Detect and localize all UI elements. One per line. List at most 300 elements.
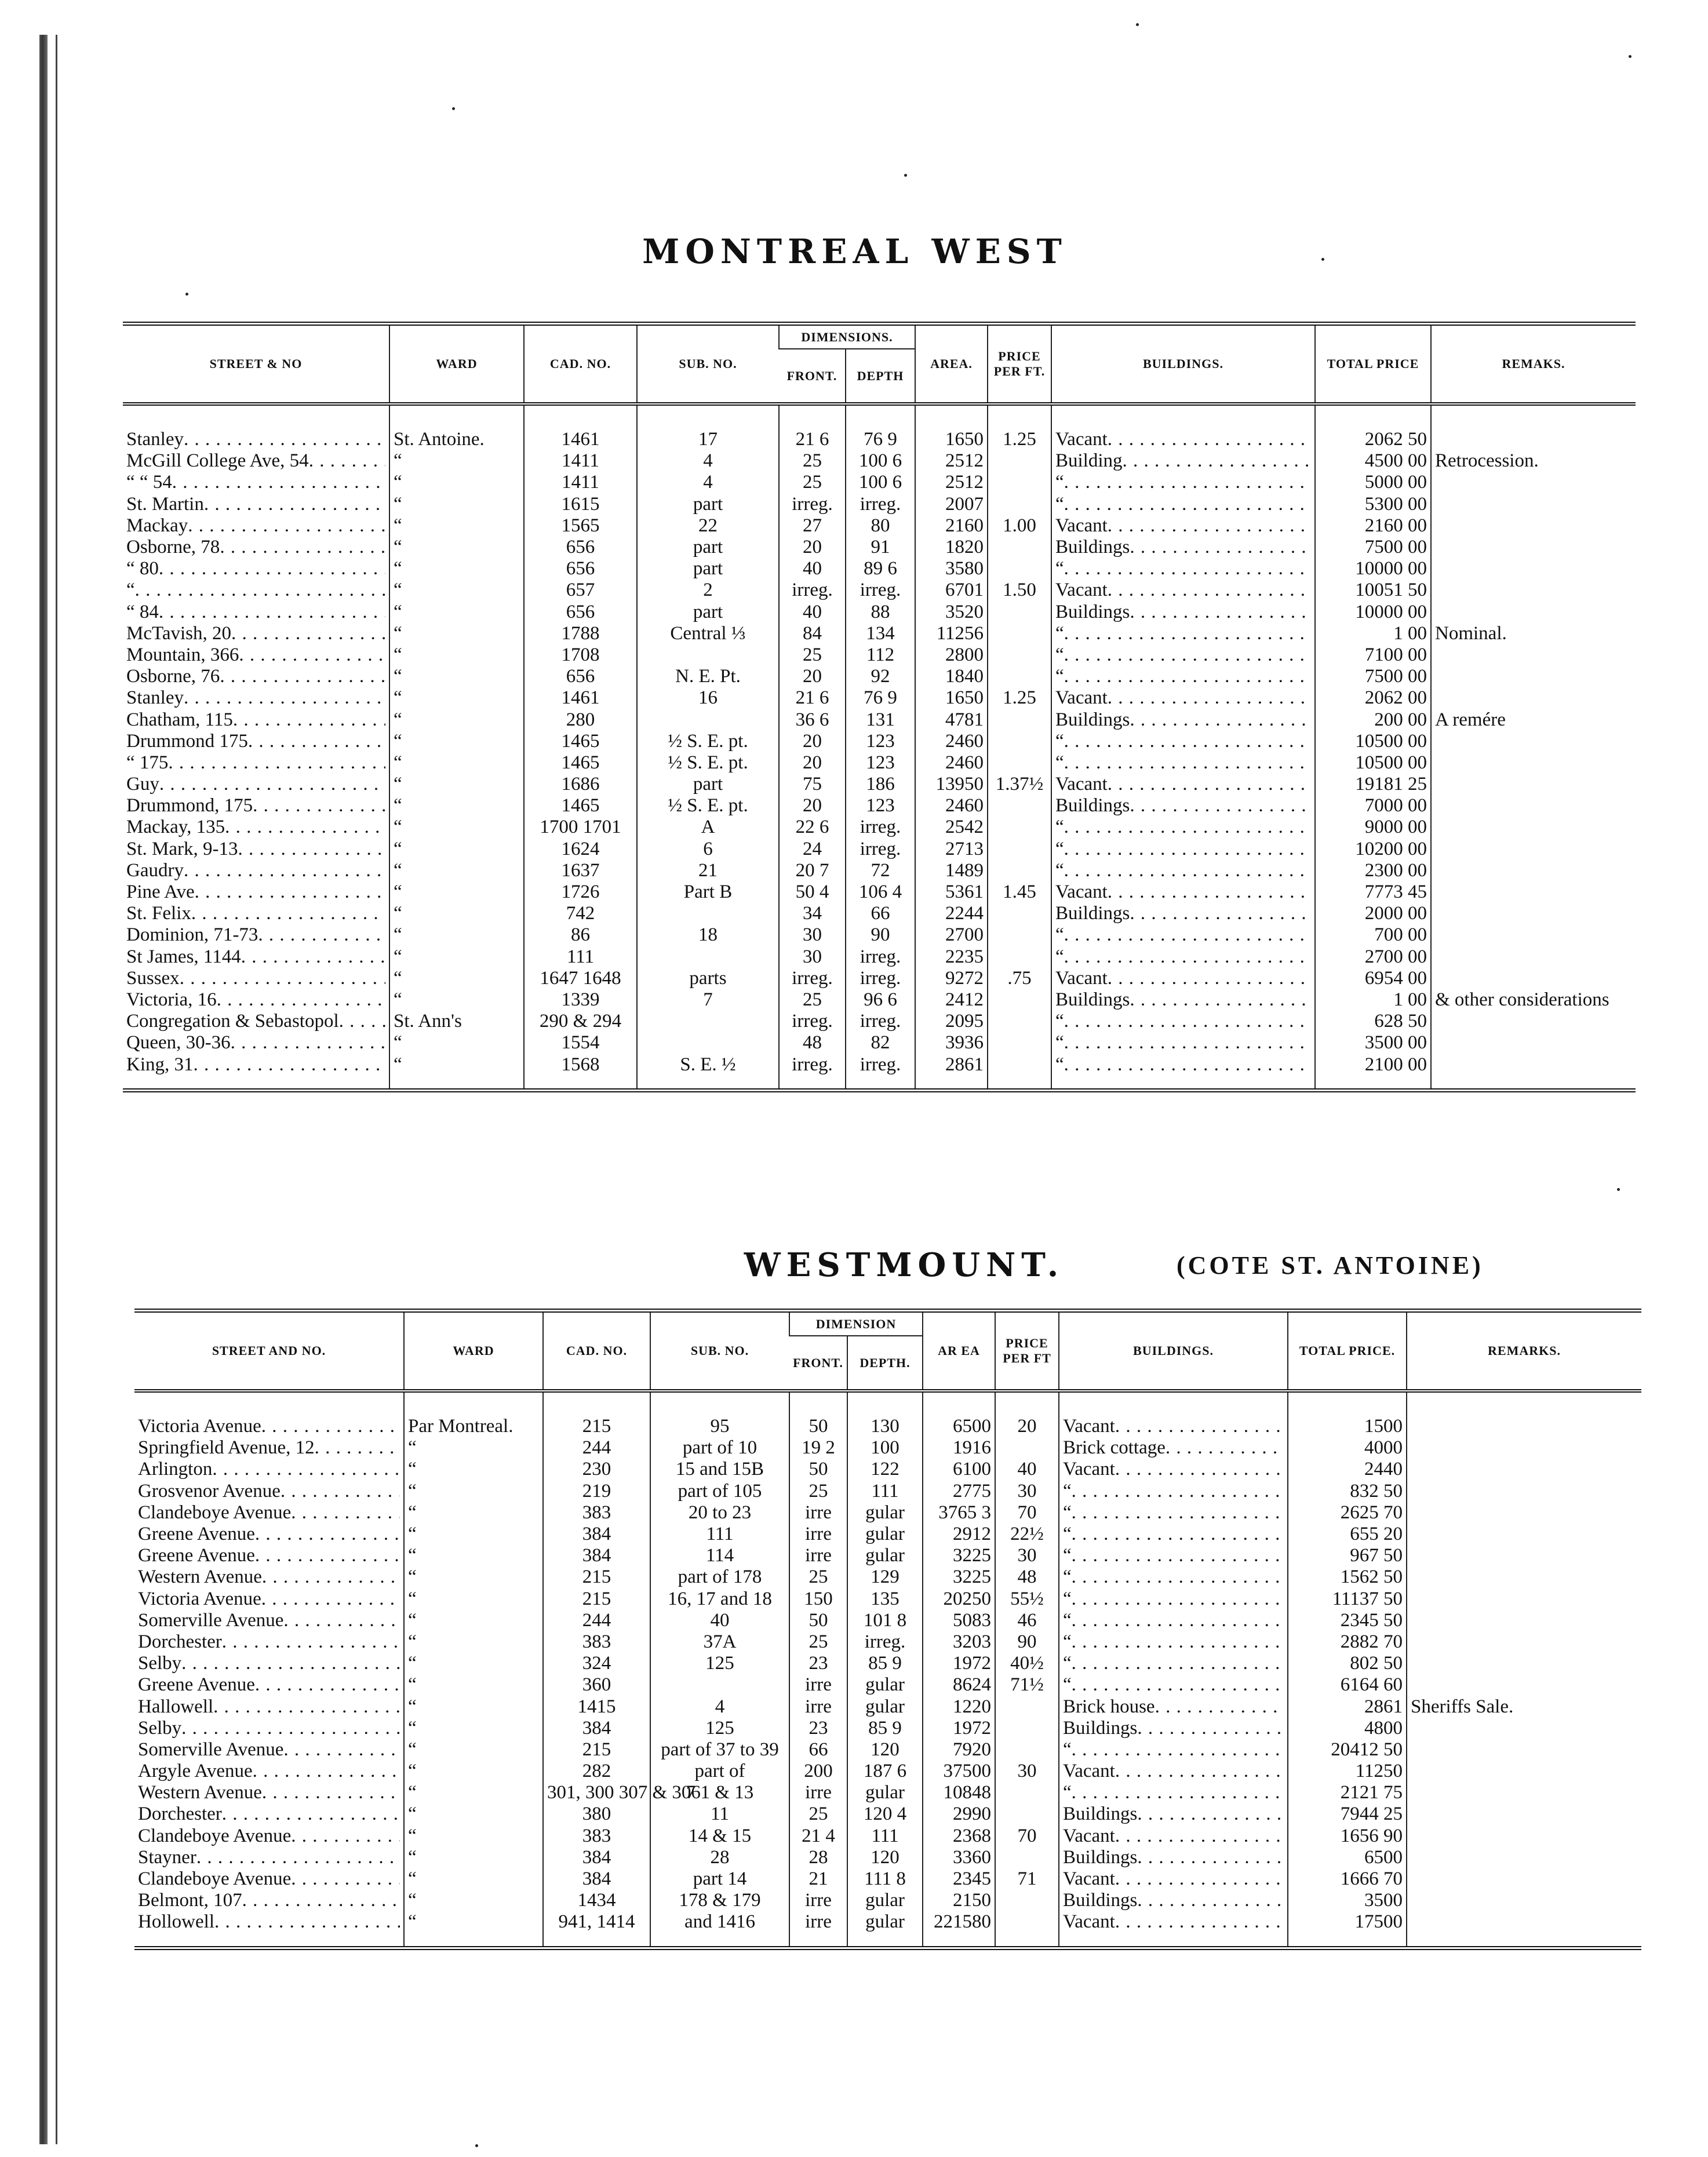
front-cell: 20 [779,537,846,558]
street-cell: Drummond, 175 . . . [123,795,389,817]
street-cell: Selby . . . [134,1718,404,1739]
depth-cell: 130 [847,1391,923,1437]
ward-cell: “ [389,903,524,924]
sub-no-cell: 111 [650,1524,789,1545]
cad-no-cell: 1434 [543,1890,650,1911]
street-cell: Dorchester . . . [134,1803,404,1825]
front-cell: 48 [779,1032,846,1054]
table-row [134,1696,1641,1717]
buildings-cell: Vacant . . . [1051,881,1315,903]
ward-cell: “ [404,1803,543,1825]
price-per-ft-cell [988,623,1051,644]
sub-no-cell: 17 [637,404,779,450]
price-per-ft-cell [988,537,1051,558]
total-price-cell: 4000 [1288,1437,1407,1459]
header-total-price: TOTAL PRICE. [1288,1311,1407,1391]
cad-no-cell: 383 [543,1631,650,1653]
cad-no-cell: 656 [524,602,637,623]
street-cell: Pine Ave . . . [123,881,389,903]
sub-no-cell: and 1416 [650,1911,789,1948]
cad-no-cell: 1624 [524,839,637,860]
table-row [134,1631,1641,1653]
depth-cell: 111 [847,1826,923,1847]
cad-no-cell: 215 [543,1391,650,1437]
total-price-cell: 1562 50 [1288,1566,1407,1588]
table-row [123,989,1636,1011]
depth-cell: gular [847,1782,923,1803]
street-cell: Somerville Avenue . . . [134,1739,404,1761]
area-cell: 221580 [923,1911,995,1948]
depth-cell: 135 [847,1588,923,1610]
header-front: FRONT. [789,1336,847,1391]
remarks-cell: Retrocession. [1431,450,1636,472]
total-price-cell: 2440 [1288,1459,1407,1480]
ward-cell: “ [404,1631,543,1653]
depth-cell: 120 [847,1847,923,1868]
cad-no-cell: 290 & 294 [524,1011,637,1032]
depth-cell: irreg. [846,494,915,515]
front-cell: irreg. [779,968,846,989]
total-price-cell: 2882 70 [1288,1631,1407,1653]
buildings-cell: Vacant . . . [1059,1826,1288,1847]
cad-no-cell: 1465 [524,731,637,752]
front-cell: 30 [779,924,846,946]
depth-cell: gular [847,1524,923,1545]
remarks-cell [1407,1631,1641,1653]
depth-cell: 85 9 [847,1718,923,1739]
total-price-cell: 7944 25 [1288,1803,1407,1825]
front-cell: irre [789,1782,847,1803]
depth-cell: 76 9 [846,687,915,709]
buildings-cell: Vacant . . . [1059,1911,1288,1948]
buildings-cell: Vacant . . . [1059,1868,1288,1890]
ward-cell: “ [404,1674,543,1696]
ward-cell: “ [404,1826,543,1847]
ward-cell: “ [404,1782,543,1803]
total-price-cell: 2345 50 [1288,1610,1407,1631]
montreal-west-title: MONTREAL WEST [642,232,1068,271]
ward-cell: “ [404,1610,543,1631]
cad-no-cell: 111 [524,946,637,968]
street-cell: Clandeboye Avenue . . . [134,1502,404,1524]
buildings-cell: Brick cottage . . . [1059,1437,1288,1459]
table-row [123,709,1636,730]
area-cell: 2412 [915,989,988,1011]
total-price-cell: 2000 00 [1315,903,1431,924]
table-row [123,472,1636,493]
front-cell: irre [789,1524,847,1545]
area-cell: 4781 [915,709,988,730]
area-cell: 10848 [923,1782,995,1803]
table-row [134,1459,1641,1480]
table-row [134,1739,1641,1761]
area-cell: 3520 [915,602,988,623]
depth-cell: 88 [846,602,915,623]
front-cell: 23 [789,1653,847,1674]
total-price-cell: 19181 25 [1315,774,1431,795]
cad-no-cell: 384 [543,1718,650,1739]
ink-speck [904,174,907,177]
remarks-cell [1431,1011,1636,1032]
header-remarks: REMARKS. [1407,1311,1641,1391]
table-row [123,860,1636,881]
header-depth: DEPTH [846,349,915,404]
westmount-table [134,1309,1641,1950]
total-price-cell: 6954 00 [1315,968,1431,989]
area-cell: 1972 [923,1718,995,1739]
remarks-cell [1407,1890,1641,1911]
price-per-ft-cell: 1.25 [988,687,1051,709]
price-per-ft-cell [988,946,1051,968]
street-cell: Victoria Avenue . . . [134,1391,404,1437]
area-cell: 1650 [915,404,988,450]
area-cell: 2512 [915,472,988,493]
street-cell: Clandeboye Avenue . . . [134,1868,404,1890]
area-cell: 2512 [915,450,988,472]
street-cell: Greene Avenue . . . [134,1524,404,1545]
sub-no-cell: A [637,817,779,838]
sub-no-cell: Central ⅓ [637,623,779,644]
depth-cell: 100 6 [846,450,915,472]
street-cell: Hallowell . . . [134,1696,404,1717]
price-per-ft-cell: 1.45 [988,881,1051,903]
depth-cell: 123 [846,795,915,817]
total-price-cell: 2062 50 [1315,404,1431,450]
depth-cell: 91 [846,537,915,558]
total-price-cell: 10200 00 [1315,839,1431,860]
ward-cell: “ [404,1545,543,1566]
street-cell: Drummond 175 . . . [123,731,389,752]
remarks-cell [1431,602,1636,623]
sub-no-cell: ½ S. E. pt. [637,795,779,817]
cad-no-cell: 1565 [524,515,637,537]
price-per-ft-cell: 40 [995,1459,1059,1480]
cad-no-cell: 742 [524,903,637,924]
area-cell: 2150 [923,1890,995,1911]
front-cell: 22 6 [779,817,846,838]
ward-cell: “ [389,515,524,537]
table-row [134,1481,1641,1502]
street-cell: Clandeboye Avenue . . . [134,1826,404,1847]
remarks-cell [1431,860,1636,881]
remarks-cell [1407,1739,1641,1761]
buildings-cell: “ . . . [1059,1524,1288,1545]
buildings-cell: “ . . . [1051,839,1315,860]
table-row [123,1032,1636,1054]
header-price-per-ft: PRICE PER FT. [988,324,1051,405]
sub-no-cell: ½ S. E. pt. [637,752,779,774]
street-cell: Hollowell . . . [134,1911,404,1948]
area-cell: 1972 [923,1653,995,1674]
table-row [123,404,1636,450]
street-cell: St. Mark, 9-13 . . . [123,839,389,860]
remarks-cell [1431,752,1636,774]
street-cell: Stanley . . . [123,404,389,450]
depth-cell: 101 8 [847,1610,923,1631]
sub-no-cell: 125 [650,1718,789,1739]
price-per-ft-cell [988,494,1051,515]
front-cell: 40 [779,558,846,580]
cad-no-cell: 1465 [524,795,637,817]
header-area: AREA. [915,324,988,405]
sub-no-cell: 11 [650,1803,789,1825]
street-cell: Chatham, 115 . . . [123,709,389,730]
depth-cell: gular [847,1674,923,1696]
total-price-cell: 628 50 [1315,1011,1431,1032]
area-cell: 1650 [915,687,988,709]
cad-no-cell: 1568 [524,1054,637,1090]
ward-cell: “ [389,860,524,881]
total-price-cell: 10000 00 [1315,558,1431,580]
ward-cell: “ [404,1761,543,1782]
ward-cell: “ [404,1739,543,1761]
price-per-ft-cell [988,989,1051,1011]
remarks-cell [1431,903,1636,924]
depth-cell: irreg. [847,1631,923,1653]
front-cell: irreg. [779,494,846,515]
area-cell: 2775 [923,1481,995,1502]
sub-no-cell: 16, 17 and 18 [650,1588,789,1610]
price-per-ft-cell [988,1011,1051,1032]
price-per-ft-cell: 1.50 [988,580,1051,601]
front-cell: 28 [789,1847,847,1868]
sub-no-cell [637,903,779,924]
sub-no-cell: part of 37 to 39 [650,1739,789,1761]
table-row [123,752,1636,774]
sub-no-cell: part [637,602,779,623]
front-cell: 50 4 [779,881,846,903]
buildings-cell: “ . . . [1059,1739,1288,1761]
remarks-cell [1407,1718,1641,1739]
street-cell: Mackay, 135 . . . [123,817,389,838]
remarks-cell [1431,968,1636,989]
area-cell: 5361 [915,881,988,903]
sub-no-cell: 40 [650,1610,789,1631]
street-cell: Stayner . . . [134,1847,404,1868]
street-cell: “ 80 . . . [123,558,389,580]
ward-cell: “ [389,839,524,860]
sub-no-cell: part [637,558,779,580]
header-street: STREET & NO [123,324,389,405]
depth-cell: irreg. [846,1054,915,1090]
area-cell: 37500 [923,1761,995,1782]
front-cell: 25 [779,644,846,666]
total-price-cell: 2121 75 [1288,1782,1407,1803]
price-per-ft-cell [995,1696,1059,1717]
table-row [134,1653,1641,1674]
cad-no-cell: 1461 [524,404,637,450]
total-price-cell: 3500 [1288,1890,1407,1911]
cad-no-cell: 1726 [524,881,637,903]
sub-no-cell: 16 [637,687,779,709]
depth-cell: 66 [846,903,915,924]
buildings-cell: “ . . . [1051,558,1315,580]
depth-cell: 131 [846,709,915,730]
buildings-cell: “ . . . [1051,494,1315,515]
sub-no-cell: 125 [650,1653,789,1674]
total-price-cell: 200 00 [1315,709,1431,730]
remarks-cell [1431,494,1636,515]
ward-cell: “ [404,1911,543,1948]
sub-no-cell: 4 [637,450,779,472]
cad-no-cell: 280 [524,709,637,730]
front-cell: 40 [779,602,846,623]
depth-cell: 90 [846,924,915,946]
cad-no-cell: 1411 [524,450,637,472]
header-total-price: TOTAL PRICE [1315,324,1431,405]
front-cell: 21 4 [789,1826,847,1847]
remarks-cell [1407,1803,1641,1825]
ink-speck [1321,258,1324,261]
sub-no-cell: 7 [637,989,779,1011]
buildings-cell: Vacant . . . [1051,404,1315,450]
table-row [123,1054,1636,1090]
area-cell: 2861 [915,1054,988,1090]
front-cell: 34 [779,903,846,924]
ward-cell: “ [389,1054,524,1090]
front-cell: 25 [789,1803,847,1825]
table-row [134,1911,1641,1948]
buildings-cell: “ . . . [1059,1566,1288,1588]
cad-no-cell: 244 [543,1610,650,1631]
header-ward: WARD [404,1311,543,1391]
ward-cell: “ [389,731,524,752]
header-ward: WARD [389,324,524,405]
depth-cell: gular [847,1502,923,1524]
table-row [123,644,1636,666]
street-cell: Dorchester . . . [134,1631,404,1653]
remarks-cell: Nominal. [1431,623,1636,644]
front-cell: 50 [789,1459,847,1480]
buildings-cell: Buildings . . . [1051,709,1315,730]
front-cell: irre [789,1502,847,1524]
remarks-cell [1431,1054,1636,1090]
street-cell: Western Avenue . . . [134,1782,404,1803]
table-row [123,903,1636,924]
price-per-ft-cell: 71 [995,1868,1059,1890]
front-cell: 20 [779,795,846,817]
depth-cell: irreg. [846,839,915,860]
price-per-ft-cell: 22½ [995,1524,1059,1545]
buildings-cell: “ . . . [1051,1011,1315,1032]
street-cell: Osborne, 76 . . . [123,666,389,687]
depth-cell: 120 4 [847,1803,923,1825]
total-price-cell: 7500 00 [1315,666,1431,687]
front-cell: 50 [789,1391,847,1437]
cad-no-cell: 1411 [524,472,637,493]
remarks-cell [1407,1868,1641,1890]
ink-speck [475,2144,478,2147]
area-cell: 20250 [923,1588,995,1610]
sub-no-cell: 4 [650,1696,789,1717]
sub-no-cell: Part B [637,881,779,903]
street-cell: Victoria Avenue . . . [134,1588,404,1610]
front-cell: 27 [779,515,846,537]
price-per-ft-cell [995,1803,1059,1825]
cad-no-cell: 324 [543,1653,650,1674]
depth-cell: 96 6 [846,989,915,1011]
ward-cell: St. Antoine. [389,404,524,450]
depth-cell: 72 [846,860,915,881]
front-cell: 66 [789,1739,847,1761]
depth-cell: 100 6 [846,472,915,493]
table-row [134,1566,1641,1588]
table-row [123,666,1636,687]
depth-cell: 186 [846,774,915,795]
sub-no-cell: 14 & 15 [650,1826,789,1847]
area-cell: 2912 [923,1524,995,1545]
total-price-cell: 2062 00 [1315,687,1431,709]
ward-cell: “ [389,817,524,838]
table-row [134,1782,1641,1803]
area-cell: 2800 [915,644,988,666]
total-price-cell: 2300 00 [1315,860,1431,881]
depth-cell: 82 [846,1032,915,1054]
buildings-cell: “ . . . [1059,1588,1288,1610]
area-cell: 2095 [915,1011,988,1032]
sub-no-cell: 114 [650,1545,789,1566]
buildings-cell: Vacant . . . [1051,687,1315,709]
sub-no-cell: 95 [650,1391,789,1437]
price-per-ft-cell: 70 [995,1826,1059,1847]
buildings-cell: “ . . . [1051,946,1315,968]
total-price-cell: 4800 [1288,1718,1407,1739]
sub-no-cell: 7 1 & 13 [650,1782,789,1803]
cad-no-cell: 384 [543,1524,650,1545]
sub-no-cell: part of 105 [650,1481,789,1502]
buildings-cell: “ . . . [1051,666,1315,687]
cad-no-cell: 282 [543,1761,650,1782]
buildings-cell: Vacant . . . [1059,1459,1288,1480]
remarks-cell [1431,644,1636,666]
price-per-ft-cell [995,1437,1059,1459]
front-cell: 200 [789,1761,847,1782]
ward-cell: “ [389,968,524,989]
table-row [134,1890,1641,1911]
price-per-ft-cell [988,731,1051,752]
ward-cell: “ [389,989,524,1011]
cad-no-cell: 215 [543,1588,650,1610]
ward-cell: “ [389,450,524,472]
ward-cell: “ [404,1847,543,1868]
street-cell: Guy . . . [123,774,389,795]
sub-no-cell: 4 [637,472,779,493]
total-price-cell: 7000 00 [1315,795,1431,817]
remarks-cell [1431,537,1636,558]
price-per-ft-cell [988,558,1051,580]
depth-cell: 187 6 [847,1761,923,1782]
table-row [123,924,1636,946]
street-cell: Stanley . . . [123,687,389,709]
sub-no-cell: ½ S. E. pt. [637,731,779,752]
table-row [134,1826,1641,1847]
total-price-cell: 10500 00 [1315,731,1431,752]
table-row [134,1718,1641,1739]
price-per-ft-cell [988,903,1051,924]
price-per-ft-cell: .75 [988,968,1051,989]
sub-no-cell: 6 [637,839,779,860]
price-per-ft-cell [995,1911,1059,1948]
front-cell: irreg. [779,580,846,601]
buildings-cell: Buildings . . . [1059,1803,1288,1825]
price-per-ft-cell [995,1739,1059,1761]
cad-no-cell: 1637 [524,860,637,881]
price-per-ft-cell [988,602,1051,623]
remarks-cell [1407,1588,1641,1610]
header-sub-no: SUB. NO. [637,324,779,405]
sub-no-cell: part of [650,1761,789,1782]
depth-cell: gular [847,1890,923,1911]
